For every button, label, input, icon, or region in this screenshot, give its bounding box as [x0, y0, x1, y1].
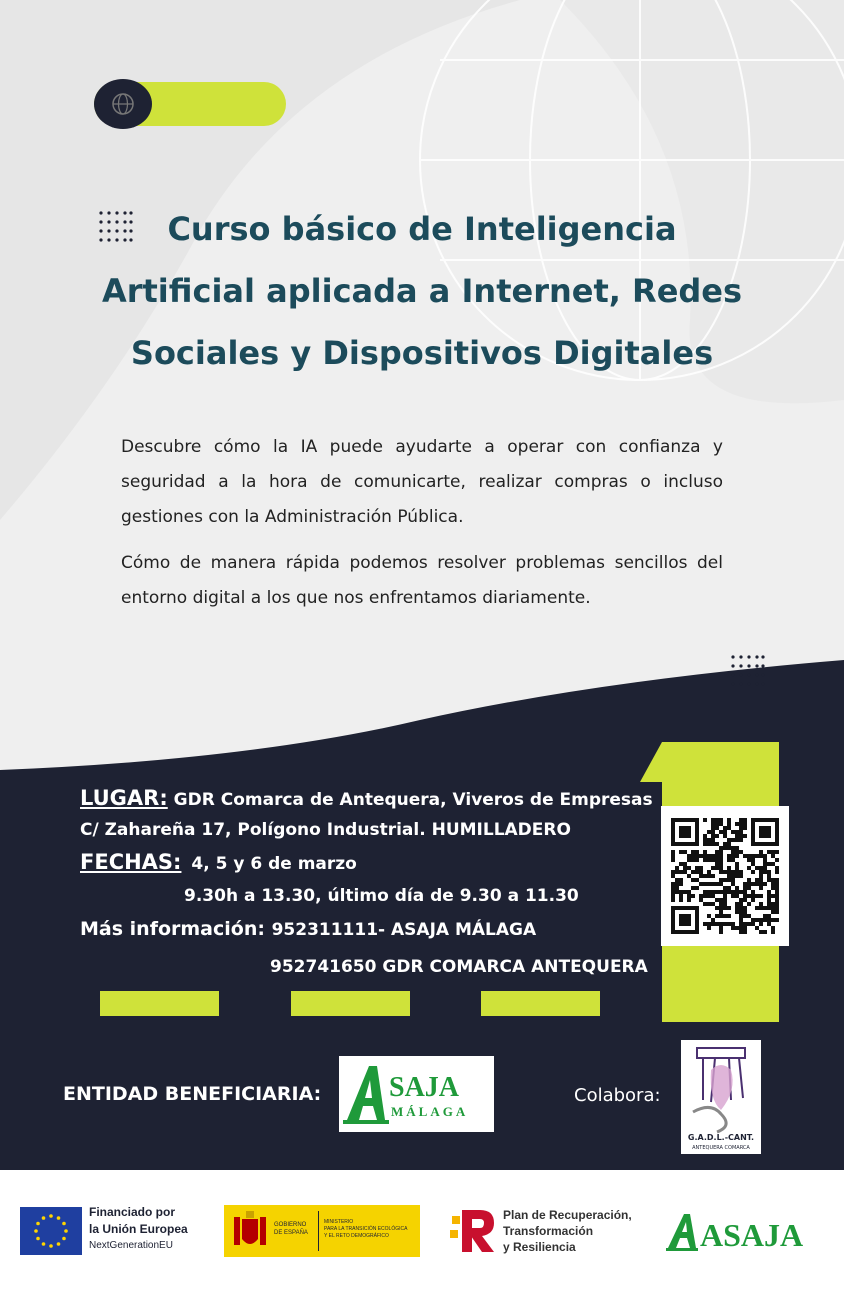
description-paragraph-1: Descubre cómo la IA puede ayudarte a operar con confianza y seguridad a la hora de comunicarte, realizar compras o incluso gestiones con la Administración Pública. — [121, 437, 723, 527]
gadl-logo — [681, 1040, 761, 1154]
eu-line-1: Financiado por — [89, 1205, 176, 1219]
contact-label: Más información: — [80, 918, 265, 940]
plan-line-2: Transformación — [503, 1224, 594, 1238]
gobierno-divider — [318, 1211, 319, 1251]
asaja-logo — [666, 1210, 824, 1254]
contact-line-1 — [80, 918, 536, 940]
lime-bar-2 — [291, 991, 410, 1016]
qr-code[interactable] — [661, 806, 789, 946]
title-line-2: Artificial aplicada a Internet, Redes — [101, 272, 743, 310]
venue-name: GDR Comarca de Antequera, Viveros de Empresas — [173, 790, 653, 810]
gadl-name: G.A.D.L.-CANT. — [687, 1133, 755, 1142]
eu-funding-text — [89, 1204, 188, 1254]
lime-bar-3 — [481, 991, 600, 1016]
dates-days: 4, 5 y 6 de marzo — [191, 854, 357, 874]
venue-label: LUGAR: — [80, 786, 168, 810]
plan-line-1: Plan de Recuperación, — [503, 1208, 632, 1222]
asaja-malaga-logo — [339, 1056, 494, 1132]
gobierno-text — [274, 1221, 308, 1237]
dates-label: FECHAS: — [80, 850, 182, 874]
plan-recuperacion-icon — [448, 1206, 498, 1254]
eu-line-2: la Unión Europea — [89, 1222, 188, 1236]
description-paragraph-2: Cómo de manera rápida podemos resolver problemas sencillos del entorno digital a los que nos enfrentamos diariamente. — [121, 553, 723, 608]
ministerio-text — [324, 1219, 407, 1240]
collaborator-label: Colabora: — [574, 1085, 661, 1106]
spain-coat-of-arms-icon — [230, 1209, 270, 1253]
contact-phone-2: 952741650 GDR COMARCA ANTEQUERA — [270, 957, 648, 977]
plan-line-3: y Resiliencia — [503, 1240, 576, 1254]
venue-line-1 — [80, 786, 653, 810]
dates-line-1 — [80, 850, 357, 874]
lime-bar-1 — [100, 991, 219, 1016]
asaja-text: ASAJA — [700, 1217, 804, 1253]
asaja-malaga-top-text: SAJA — [389, 1072, 460, 1103]
dates-hours: 9.30h a 13.30, último día de 9.30 a 11.30 — [184, 886, 579, 906]
course-title — [90, 198, 754, 384]
gobierno-logo — [224, 1205, 420, 1257]
gadl-sub: ANTEQUERA COMARCA — [692, 1145, 750, 1151]
dot-grid-bottom — [730, 654, 766, 688]
venue-address: C/ Zahareña 17, Polígono Industrial. HUMILLADERO — [80, 820, 571, 840]
asaja-malaga-bottom-text: MÁLAGA — [391, 1104, 469, 1119]
globe-icon — [94, 79, 152, 129]
gob-line-1: GOBIERNO — [274, 1222, 307, 1228]
eu-line-3: NextGenerationEU — [89, 1240, 173, 1251]
contact-phone-1: 952311111- ASAJA MÁLAGA — [271, 920, 537, 940]
gob-line-2: DE ESPAÑA — [274, 1230, 308, 1236]
plan-recuperacion-text — [503, 1207, 632, 1255]
eu-flag-icon — [20, 1207, 82, 1255]
min-line-2: PARA LA TRANSICIÓN ECOLÓGICA — [324, 1226, 408, 1232]
title-line-1: Curso básico de Inteligencia — [167, 210, 677, 248]
beneficiary-label: ENTIDAD BENEFICIARIA: — [63, 1083, 322, 1105]
course-description — [121, 430, 723, 616]
min-line-1: MINISTERIO — [324, 1219, 354, 1225]
title-line-3: Sociales y Dispositivos Digitales — [130, 334, 714, 372]
qr-code-icon — [671, 818, 779, 934]
min-line-3: Y EL RETO DEMOGRÁFICO — [324, 1233, 389, 1239]
